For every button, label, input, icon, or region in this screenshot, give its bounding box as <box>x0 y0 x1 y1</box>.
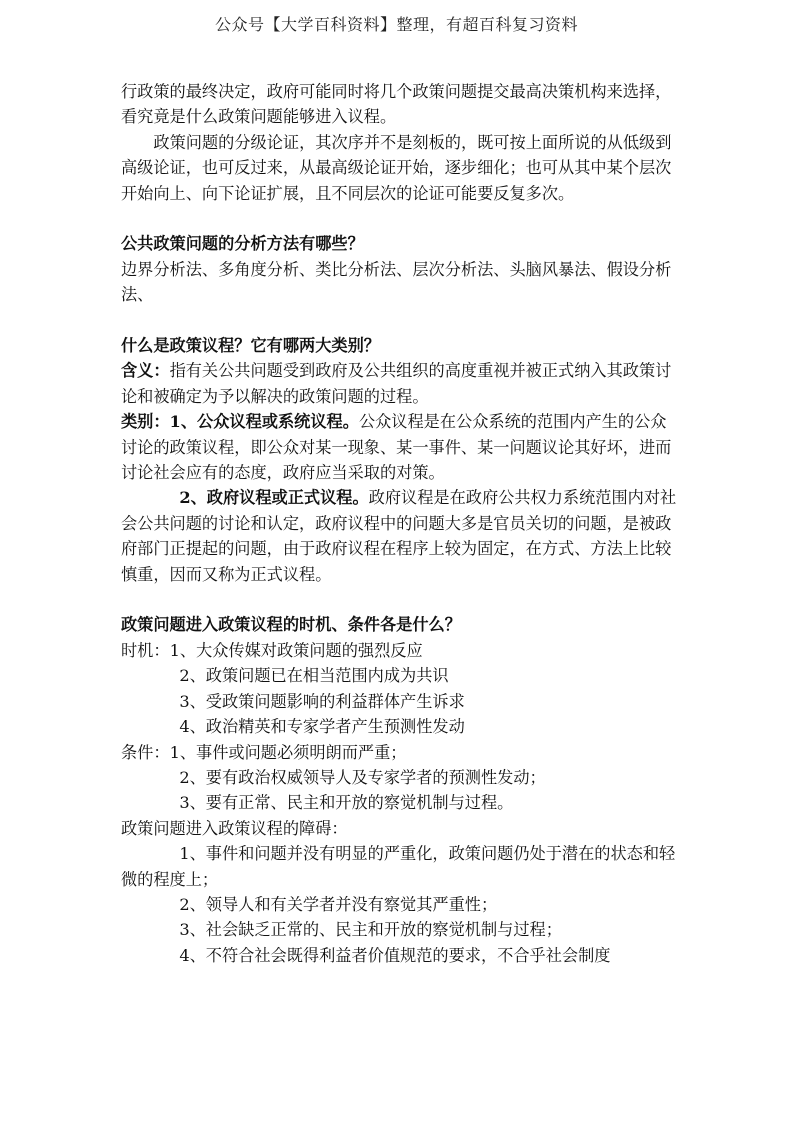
category-label: 类别：1、公众议程或系统议程。 <box>121 412 359 432</box>
timing-item: 1、大众传媒对政策问题的强烈反应 <box>169 640 423 660</box>
gov-text: 政府议程是在政府公共权力系统范围内对社会公共问题的讨论和认定，政府议程中的问题大多是官员关切的问题，是被政府部门正提起的问题，由于政府议程在程序上较为固定，在方式、方法上比较慎重，因而又称为正式议程。 <box>121 488 677 584</box>
question-analysis-methods: 公共政策问题的分析方法有哪些？ <box>121 234 364 254</box>
agenda-category-government <box>121 485 681 587</box>
timing-line-1 <box>121 638 681 663</box>
question-timing-conditions: 政策问题进入政策议程的时机、条件各是什么？ <box>121 615 461 635</box>
answer-analysis-methods: 边界分析法、多角度分析、类比分析法、层次分析法、头脑风暴法、假设分析法、 <box>121 259 672 305</box>
meaning-label: 含义： <box>121 361 170 381</box>
timing-item: 3、受政策问题影响的利益群体产生诉求 <box>179 691 465 711</box>
gov-label: 2、政府议程或正式议程。 <box>179 488 369 508</box>
condition-label: 条件： <box>121 742 170 762</box>
condition-item: 3、要有正常、民主和开放的察觉机制与过程。 <box>179 793 514 813</box>
page-header: 公众号【大学百科资料】整理，有超百科复习资料 <box>214 15 578 34</box>
intro-paragraph: 行政策的最终决定，政府可能同时将几个政策问题提交最高决策机构来选择，看究竟是什么政策问题能够进入议程。 <box>121 82 672 127</box>
obstacle-item: 1、事件和问题并没有明显的严重化，政策问题仍处于潜在的状态和轻微的程度上； <box>121 844 676 889</box>
timing-item: 4、政治精英和专家学者产生预测性发动 <box>179 717 465 737</box>
obstacle-item: 3、社会缺乏正常的、民主和开放的察觉机制与过程； <box>179 920 562 940</box>
agenda-meaning <box>121 358 681 409</box>
obstacle-item: 4、不符合社会既得利益者价值规范的要求，不合乎社会制度 <box>179 945 611 965</box>
category-text: 公众议程是在公众系统的范围内产生的公众讨论的政策议程，即公众对某一现象、某一事件、某一问题议论其好坏，进而讨论社会应有的态度，政府应当采取的对策。 <box>121 412 672 483</box>
question-policy-agenda: 什么是政策议程？它有哪两大类别？ <box>121 336 380 356</box>
obstacle-item: 2、领导人和有关学者并没有察觉其严重性； <box>179 894 498 914</box>
meaning-text: 指有关公共问题受到政府及公共组织的高度重视并被正式纳入其政策讨论和被确定为予以解决的政策问题的过程。 <box>121 361 672 406</box>
document-body <box>121 79 681 968</box>
timing-item: 2、政策问题已在相当范围内成为共识 <box>179 666 449 686</box>
timing-label: 时机： <box>121 640 170 660</box>
obstacle-title: 政策问题进入政策议程的障碍： <box>121 818 348 838</box>
condition-line-1 <box>121 740 681 765</box>
agenda-category-public <box>121 409 681 485</box>
condition-item: 2、要有政治权威领导人及专家学者的预测性发动； <box>179 767 546 787</box>
levels-paragraph: 政策问题的分级论证，其次序并不是刻板的，既可按上面所说的从低级到高级论证，也可反过来，从最高级论证开始，逐步细化；也可从其中某个层次开始向上、向下论证扩展，且不同层次的论证可能要反复多次。 <box>121 132 672 203</box>
condition-item: 1、事件或问题必须明朗而严重； <box>169 742 407 762</box>
